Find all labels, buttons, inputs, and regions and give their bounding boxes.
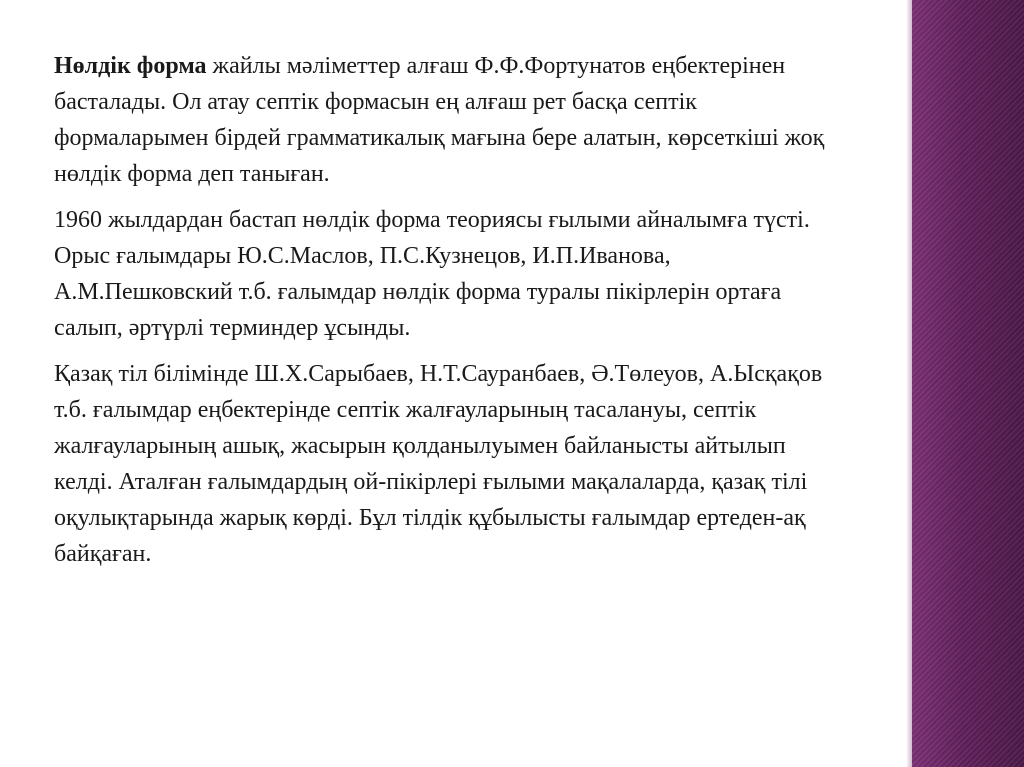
decorative-side-band	[912, 0, 1024, 767]
paragraph-3	[54, 356, 844, 572]
paragraph-3-text: Қазақ тіл білімінде Ш.Х.Сарыбаев, Н.Т.Сауранбаев, Ә.Төлеуов, А.Ысқақов т.б. ғалымдар еңбектерінде септік жалғауларының тасалануы, септік жалғауларының ашық, жасырын қолданылуымен байланысты айтылып келді. Аталған ғалымдардың ой-пікірлері ғылыми мақалаларда, қазақ тілі оқулықтарында жарық көрді. Бұл тілдік құбылысты ғалымдар ертеден-ақ байқаған.	[54, 361, 823, 567]
slide-body-text	[54, 48, 844, 582]
paragraph-1	[54, 48, 844, 192]
paragraph-2-text: 1960 жылдардан бастап нөлдік форма теориясы ғылыми айналымға түсті. Орыс ғалымдары Ю.С.Маслов, П.С.Кузнецов, И.П.Иванова, А.М.Пешковский т.б. ғалымдар нөлдік форма туралы пікірлерін ортаға салып, әртүрлі терминдер ұсынды.	[54, 207, 810, 341]
paragraph-1-bold-lead: Нөлдік форма	[54, 53, 207, 79]
paragraph-2	[54, 202, 844, 346]
paragraph-1-text: жайлы мәліметтер алғаш Ф.Ф.Фортунатов еңбектерінен басталады. Ол атау септік формасын ең алғаш рет басқа септік формаларымен бірдей грамматикалық мағына бере алатын, көрсеткіші жоқ нөлдік форма деп таныған.	[54, 53, 825, 187]
